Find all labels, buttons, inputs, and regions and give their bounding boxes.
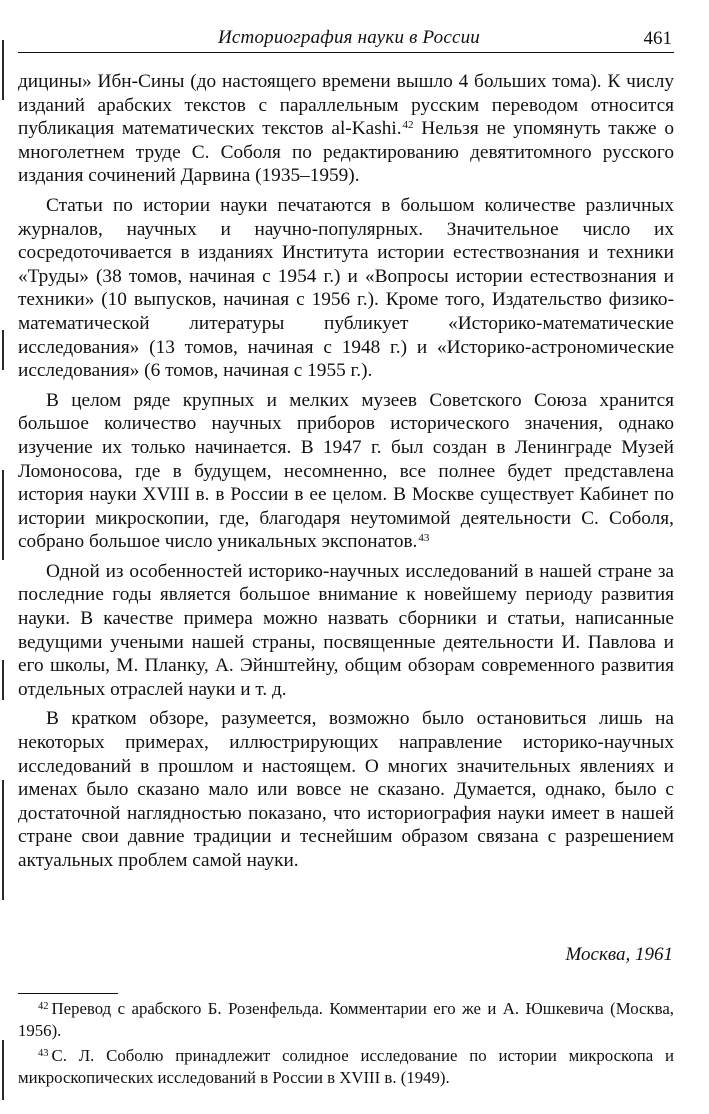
running-title: Историография науки в России: [218, 27, 480, 48]
paragraph-text: В кратком обзоре, разумеется, возможно было остановиться лишь на некоторых примерах, иллюстрирующих направление историко-научных исследований в прошлом и настоящем. О многих значительных явлениях и именах было сказано мало или вовсе не сказано. Думается, однако, было с достаточной наглядностью показано, что историография науки имеет в нашей стране свои давние традиции и теснейшим образом связана с разрешением актуальных проблем самой науки.: [18, 708, 674, 871]
paragraph: [18, 389, 674, 554]
paragraph-text-tail: Нельзя не упомянуть также о многолетнем труде С. Соболя по редактированию девятитомного русского издания сочинений Дарвина (1935–1959).: [18, 118, 674, 187]
footnote-text: С. Л. Соболю принадлежит солидное исследование по истории микроскопа и микроскопических исследований в России в XVIII в. (1949).: [18, 1046, 674, 1087]
paragraph: [18, 707, 674, 872]
scan-edge-marks: [0, 0, 8, 1114]
paragraph-text: дицины» Ибн-Сины (до настоящего времени вышло 4 больших тома). К числу изданий арабских текстов с параллельным русским переводом относится публикация математических текстов al-Kashi.: [18, 71, 674, 140]
paragraph-text: Одной из особенностей историко-научных исследований в нашей стране за последние годы является большое внимание к новейшему периоду развития науки. В качестве примера можно назвать сборники и статьи, написанные ведущими учеными нашей страны, посвященные деятельности И. Павлова и его школы, М. Планку, А. Эйнштейну, общим обзорам современного развития отдельных отраслей науки и т. д.: [18, 560, 674, 700]
footnote: [18, 998, 674, 1042]
footnote-divider: [18, 993, 118, 994]
body-text: [18, 70, 674, 873]
footnote-ref: 42: [402, 119, 414, 132]
paragraph: [18, 70, 674, 188]
paragraph-text: Статьи по истории науки печатаются в большом количестве различных журналов, научных и научно-популярных. Значительное число их сосредоточивается в изданиях Института истории естествознания и техники «Труды» (38 томов, начиная с 1954 г.) и «Вопросы истории естествознания и техники» (10 выпусков, начиная с 1956 г.). Кроме того, Издательство физико-математической литературы публикует «Историко-математические исследования» (13 томов, начиная с 1948 г.) и «Историко-астрономические исследования» (6 томов, начиная с 1955 г.).: [18, 194, 674, 382]
footnote-mark: 42: [38, 1001, 49, 1012]
footnote: [18, 1045, 674, 1089]
page-number: 461: [643, 28, 672, 49]
place-date-signoff: Москва, 1961: [565, 944, 673, 965]
footnote-text: Перевод с арабского Б. Розенфельда. Комментарии его же и А. Юшкевича (Москва, 1956).: [18, 999, 674, 1040]
footnote-mark: 43: [38, 1048, 49, 1059]
footnotes: [18, 998, 674, 1089]
paragraph: [18, 194, 674, 383]
paragraph-text: В целом ряде крупных и мелких музеев Советского Союза хранится большое количество научных приборов исторического значения, однако изучение их только начинается. В 1947 г. был создан в Ленинграде Музей Ломоносова, где в будущем, несомненно, все полнее будет представлена история науки XVIII в. в России в ее целом. В Москве существует Кабинет по истории микроскопии, где, благодаря неутомимой деятельности С. Соболя, собрано большое число уникальных экспонатов.: [18, 389, 674, 553]
page-header: [18, 24, 674, 53]
footnote-ref: 43: [418, 532, 430, 545]
paragraph: [18, 560, 674, 702]
